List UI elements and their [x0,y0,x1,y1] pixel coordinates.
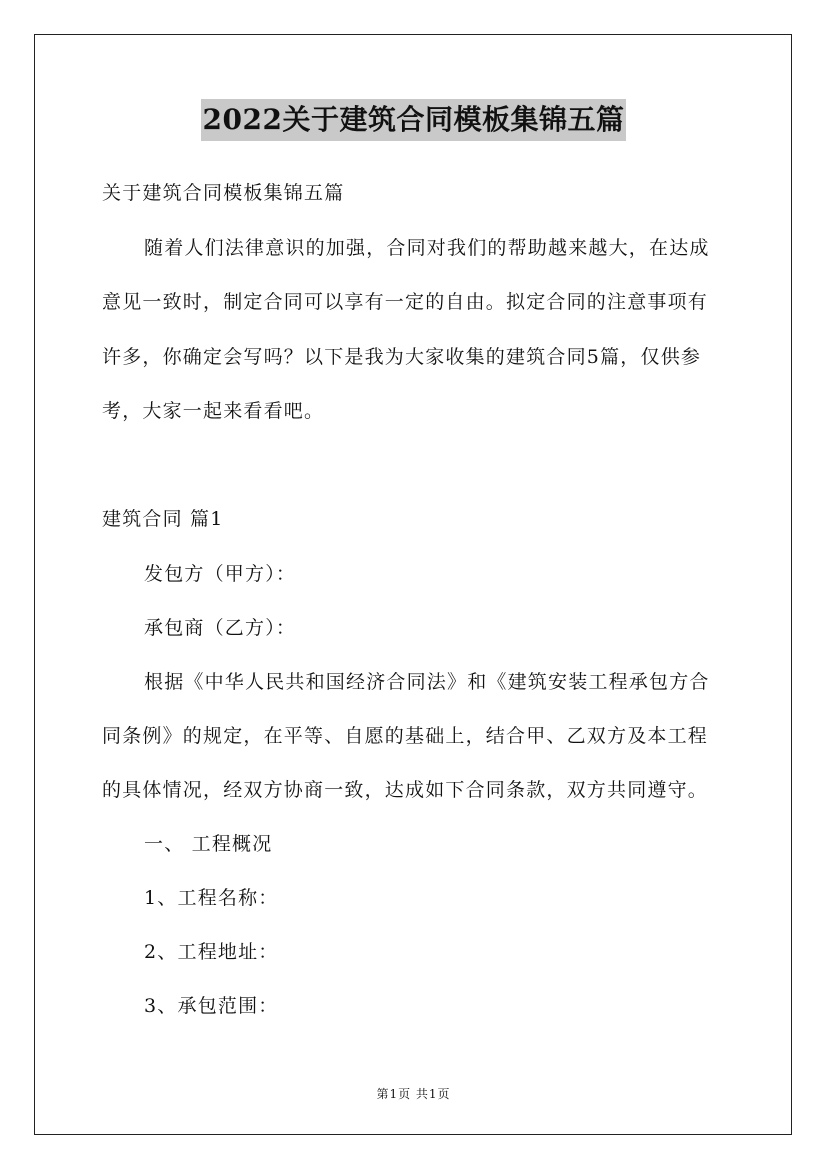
list-item: 1、工程名称： [144,887,279,909]
list-item: 3、承包范围： [144,995,279,1017]
party-b-label: 承包商（乙方）： [144,617,297,639]
document-subtitle: 关于建筑合同模板集锦五篇 [102,182,345,204]
title-container [0,99,827,141]
section-heading: 建筑合同 篇1 [102,508,224,530]
clause-heading: 一、 工程概况 [144,833,273,855]
intro-line: 许多，你确定会写吗？以下是我为大家收集的建筑合同5篇，仅供参 [102,346,702,368]
intro-line: 考，大家一起来看看吧。 [102,400,325,422]
page-footer: 第1页 共1页 [376,1087,451,1101]
basis-line: 根据《中华人民共和国经济合同法》和《建筑安装工程承包方合 [144,671,710,693]
document-title: 2022关于建筑合同模板集锦五篇 [201,99,627,141]
intro-line: 意见一致时，制定合同可以享有一定的自由。拟定合同的注意事项有 [102,291,709,313]
basis-line: 同条例》的规定，在平等、自愿的基础上，结合甲、乙双方及本工程 [102,725,709,747]
basis-line: 的具体情况，经双方协商一致，达成如下合同条款，双方共同遵守。 [102,779,709,801]
list-item: 2、工程地址： [144,941,279,963]
intro-line: 随着人们法律意识的加强，合同对我们的帮助越来越大，在达成 [144,237,710,259]
party-a-label: 发包方（甲方）： [144,563,297,585]
